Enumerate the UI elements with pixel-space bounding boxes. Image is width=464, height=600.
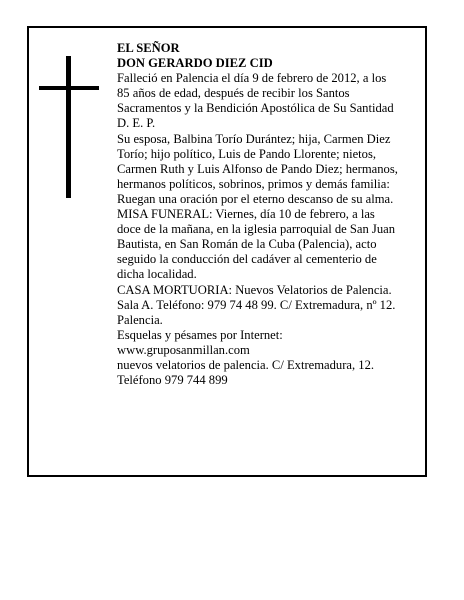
phone-line: Teléfono 979 744 899 bbox=[117, 373, 228, 388]
funeral-mass-line: Bautista, en San Román de la Cuba (Palencia), acto bbox=[117, 237, 377, 252]
funeral-mass-line: doce de la mañana, en la iglesia parroquial de San Juan bbox=[117, 222, 396, 237]
obituary-title: EL SEÑOR bbox=[117, 41, 180, 55]
family-line: hermanos políticos, sobrinos, primos y demás familia: bbox=[117, 176, 390, 191]
death-announcement-line: Falleció en Palencia el día 9 de febrero de 2012, a los bbox=[117, 71, 387, 86]
funeral-mass-line: MISA FUNERAL: Viernes, día 10 de febrero, a las bbox=[117, 207, 375, 222]
deceased-name: DON GERARDO DIEZ CID bbox=[117, 56, 273, 71]
death-announcement-line: Sacramentos y la Bendición Apostólica de Su Santidad bbox=[117, 101, 394, 116]
cross-horizontal-bar bbox=[39, 86, 99, 90]
death-announcement-line: 85 años de edad, después de recibir los Santos bbox=[117, 86, 350, 101]
internet-condolences-line: Esquelas y pésames por Internet: bbox=[117, 327, 283, 342]
family-line: Su esposa, Balbina Torío Durántez; hija, Carmen Diez bbox=[117, 131, 391, 146]
obituary-text bbox=[117, 41, 423, 388]
website-line: www.gruposanmillan.com bbox=[117, 342, 250, 357]
address-line: nuevos velatorios de palencia. C/ Extremadura, 12. bbox=[117, 357, 375, 372]
obituary-notice bbox=[27, 26, 427, 477]
family-line: Torío; hijo político, Luis de Pando Llorente; nietos, bbox=[117, 146, 377, 161]
rip-line: D. E. P. bbox=[117, 116, 156, 131]
funeral-mass-line: seguido la conducción del cadáver al cementerio de bbox=[117, 252, 377, 267]
latin-cross-icon bbox=[39, 56, 99, 198]
funeral-home-line: CASA MORTUORIA: Nuevos Velatorios de Palencia. bbox=[117, 282, 392, 297]
cross-vertical-bar bbox=[66, 56, 71, 198]
prayer-request-line: Ruegan una oración por el eterno descanso de su alma. bbox=[117, 191, 394, 206]
funeral-mass-line: dicha localidad. bbox=[117, 267, 197, 282]
family-line: Carmen Ruth y Luis Alfonso de Pando Diez; hermanos, bbox=[117, 161, 398, 176]
funeral-home-line: Sala A. Teléfono: 979 74 48 99. C/ Extremadura, nº 12. bbox=[117, 297, 396, 312]
funeral-home-line: Palencia. bbox=[117, 312, 163, 327]
